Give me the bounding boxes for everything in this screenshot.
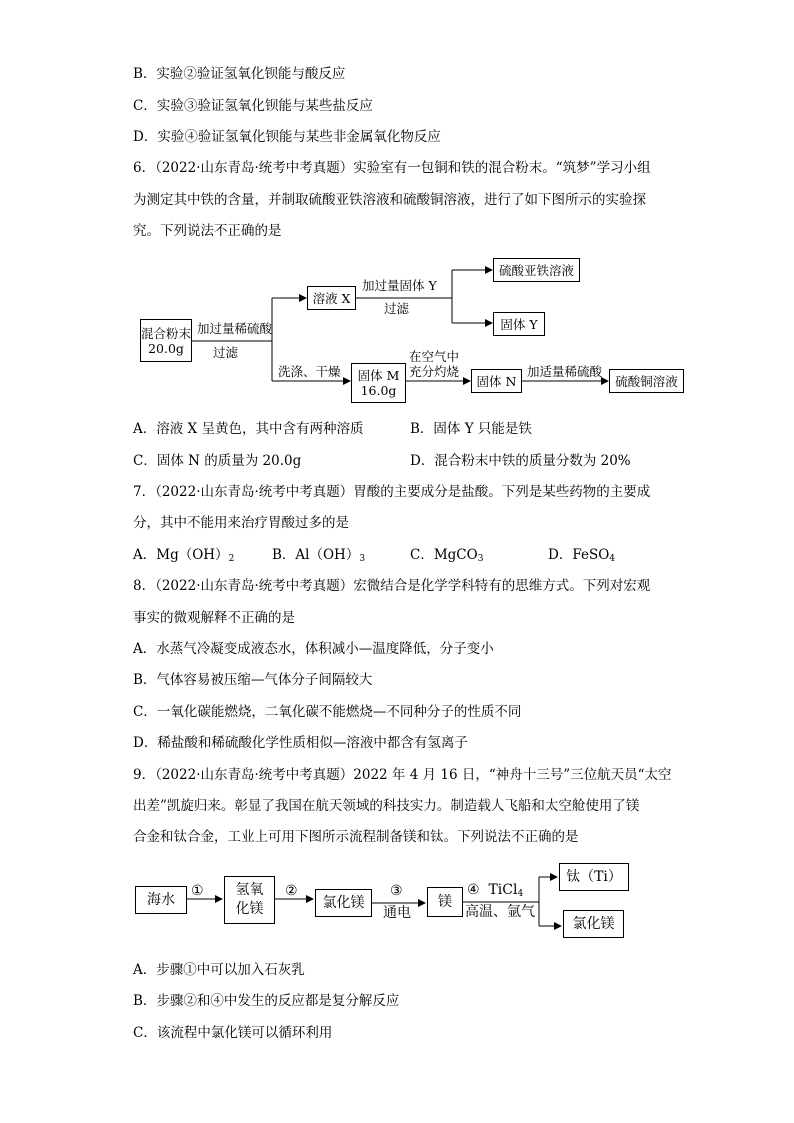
mixture-label: 混合粉末 <box>141 325 192 341</box>
solid-m-box <box>351 363 406 403</box>
q9-stem-line1: 9．（2022·山东青岛·统考中考真题）2022 年 4 月 16 日，“神舟十三号”三位航天员“太空 <box>133 767 672 783</box>
magnesium-label: 镁 <box>438 893 452 910</box>
solid-n-box <box>471 369 522 393</box>
burn-line1-label: 在空气中 <box>409 349 460 364</box>
electrify-label: 通电 <box>383 905 411 921</box>
q7-option-a: A．$Mg(OH)_2$ <box>133 547 235 564</box>
q6-stem-line3: 究。下列说法不正确的是 <box>133 223 282 239</box>
add-excess-acid-label: 加过量稀硫酸 <box>197 321 273 336</box>
q7-stem-line2: 分，其中不能用来治疗胃酸过多的是 <box>133 515 349 531</box>
q6-option-d: D．混合粉末中铁的质量分数为 20% <box>410 453 631 469</box>
q6-option-c: C．固体 N 的质量为 20.0g <box>133 453 302 469</box>
q7-stem-line1: 7．（2022·山东青岛·统考中考真题）胃酸的主要成分是盐酸。下列是某些药物的主要成 <box>133 484 651 500</box>
mg-hydroxide-line2: 化镁 <box>235 901 264 917</box>
solid-y-box <box>493 312 545 336</box>
step1-label: ① <box>191 883 204 899</box>
solid-n-label: 固体 N <box>476 373 517 389</box>
q9-option-c: C．该流程中氯化镁可以循环利用 <box>133 1025 333 1041</box>
mixture-box <box>140 319 192 362</box>
q9-stem-line3: 合金和钛合金，工业上可用下图所示流程制备镁和钛。下列说法不正确的是 <box>133 829 579 845</box>
feso4-solution-box <box>493 258 580 282</box>
wash-dry-label: 洗涤、干燥 <box>278 364 341 379</box>
q6-stem-line2: 为测定其中铁的含量，并制取硫酸亚铁溶液和硫酸铜溶液，进行了如下图所示的实验探 <box>133 192 646 208</box>
mixture-mass: 20.0g <box>148 340 184 356</box>
add-excess-y-label: 加过量固体 Y <box>362 278 437 293</box>
solution-x-label: 溶液 X <box>312 290 351 306</box>
magnesium-box <box>427 887 463 917</box>
mg-hydroxide-line1: 氢氧 <box>235 882 264 898</box>
q9-stem-line2: 出差”凯旋归来。彰显了我国在航天领域的科技实力。制造载人飞船和太空舱使用了镁 <box>133 798 640 814</box>
conditions-label: 高温、氩气 <box>465 904 535 920</box>
q6-option-a: A．溶液 X 呈黄色，其中含有两种溶质 <box>133 421 364 437</box>
q9-option-a: A．步骤①中可以加入石灰乳 <box>133 962 305 978</box>
mg-chloride-box <box>315 889 372 917</box>
q8-option-b: B．气体容易被压缩—气体分子间隔较大 <box>133 672 373 688</box>
titanium-label: 钛（Ti） <box>566 868 622 885</box>
step3-label: ③ <box>390 883 403 899</box>
seawater-label: 海水 <box>147 891 175 908</box>
q7-option-c: C．MgCO$_3$ <box>410 547 484 564</box>
q8-stem-line1: 8．（2022·山东青岛·统考中考真题）宏微结合是化学学科特有的思维方式。下列对宏观 <box>133 578 651 594</box>
solid-m-label: 固体 M <box>357 368 400 383</box>
q6-option-b: B．固体 Y 只能是铁 <box>410 421 532 437</box>
add-proper-acid-label: 加适量稀硫酸 <box>527 364 603 379</box>
q5-option-c: C．实验③验证氢氧化钡能与某些盐反应 <box>133 98 373 114</box>
mg-chloride-label: 氯化镁 <box>322 894 365 911</box>
q6-stem-line1: 6．（2022·山东青岛·统考中考真题）实验室有一包铜和铁的混合粉末。“筑梦”学习小组 <box>133 160 651 176</box>
q8-stem-line2: 事实的微观解释不正确的是 <box>133 610 295 626</box>
step2-label: ② <box>285 883 298 899</box>
mg-hydroxide-box <box>224 876 275 924</box>
cuso4-solution-label: 硫酸铜溶液 <box>615 373 678 389</box>
mg-chloride-2-label: 氯化镁 <box>572 915 615 932</box>
mg-chloride-2-box <box>563 910 624 938</box>
titanium-box <box>559 863 629 891</box>
step4-label: ④ TiCl$_4$ <box>467 882 524 899</box>
filter2-label: 过滤 <box>384 301 410 316</box>
solution-x-box <box>307 286 356 310</box>
q5-option-d: D．实验④验证氢氧化钡能与某些非金属氧化物反应 <box>133 129 441 145</box>
q7-option-d: D．FeSO$_4$ <box>548 547 615 564</box>
q5-option-b: B．实验②验证氢氧化钡能与酸反应 <box>133 66 346 82</box>
solid-y-label: 固体 Y <box>500 316 538 332</box>
q8-option-d: D．稀盐酸和稀硫酸化学性质相似—溶液中都含有氢离子 <box>133 735 468 751</box>
burn-line2-label: 充分灼烧 <box>409 364 460 379</box>
q9-option-b: B．步骤②和④中发生的反应都是复分解反应 <box>133 993 400 1009</box>
q7-option-b: B．$Al(OH)_3$ <box>272 547 366 564</box>
q8-option-c: C．一氧化碳能燃烧，二氧化碳不能燃烧—不同种分子的性质不同 <box>133 704 522 720</box>
q8-option-a: A．水蒸气冷凝变成液态水，体积减小—温度降低，分子变小 <box>133 641 494 657</box>
feso4-solution-label: 硫酸亚铁溶液 <box>498 262 574 278</box>
filter-label: 过滤 <box>213 345 239 360</box>
solid-m-mass: 16.0g <box>360 383 397 398</box>
seawater-box <box>135 886 187 914</box>
cuso4-solution-box <box>609 369 684 393</box>
